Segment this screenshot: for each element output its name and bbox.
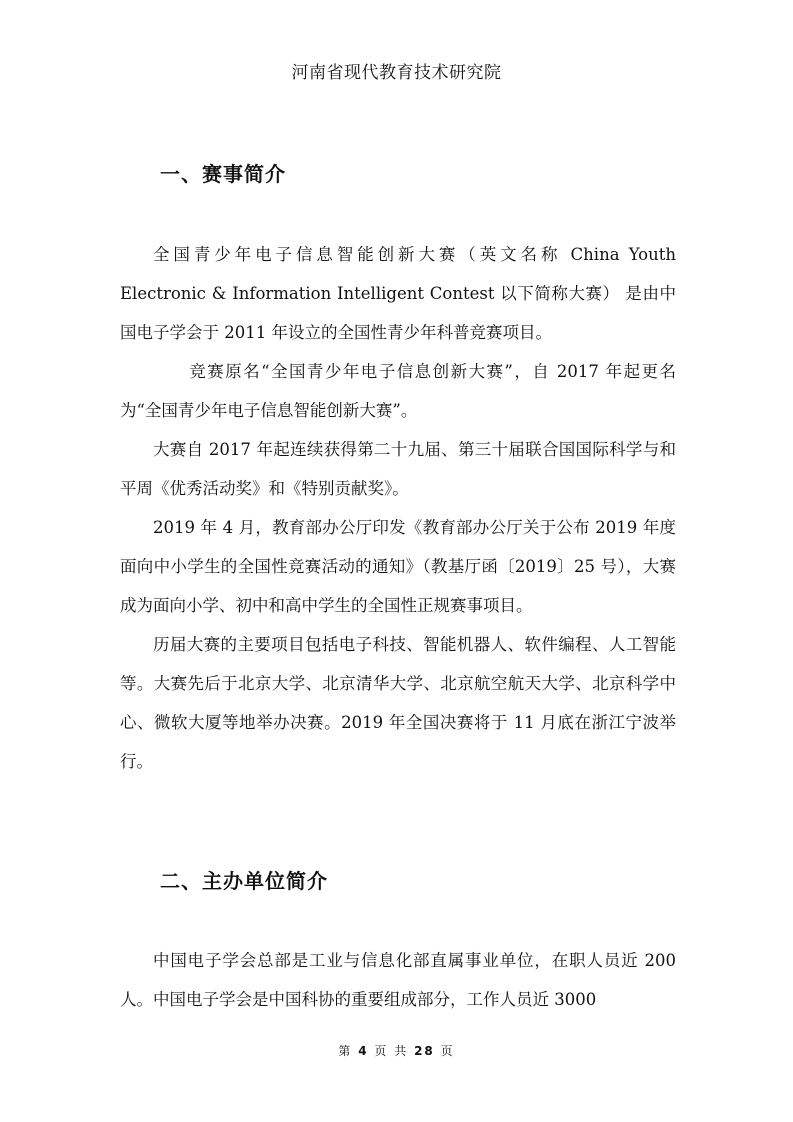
footer-middle: 页 共 — [374, 1044, 409, 1058]
paragraph: 全国青少年电子信息智能创新大赛（英文名称 China Youth Electronic & Information Intelligent Contest 以下简称大赛） 是由中国电子学会于 2011 年设立的全国性青少年科普竞赛项目。 — [120, 245, 676, 342]
section-title-organizer-intro: 二、主办单位简介 — [160, 869, 328, 893]
page-header: 河南省现代教育技术研究院 — [291, 63, 502, 83]
page-footer — [0, 1042, 793, 1059]
section-body-event-intro — [120, 235, 676, 781]
footer-total-pages: 28 — [414, 1044, 435, 1058]
section-body-organizer-intro — [120, 941, 676, 1019]
paragraph: 2019 年 4 月，教育部办公厅印发《教育部办公厅关于公布 2019 年度面向中小学生的全国性竞赛活动的通知》（教基厅函〔2019〕25 号），大赛成为面向小学、初中和高中学生的全国性正规赛事项目。 — [120, 518, 676, 615]
paragraph: 竞赛原名“全国青少年电子信息创新大赛”，自 2017 年起更名为“全国青少年电子信息智能创新大赛”。 — [120, 362, 676, 420]
section-title-event-intro: 一、赛事简介 — [160, 162, 286, 186]
paragraph: 大赛自 2017 年起连续获得第二十九届、第三十届联合国国际科学与和平周《优秀活动奖》和《特别贡献奖》。 — [120, 440, 676, 498]
footer-page-number: 4 — [358, 1044, 369, 1058]
footer-suffix: 页 — [440, 1044, 455, 1058]
paragraph: 中国电子学会总部是工业与信息化部直属事业单位，在职人员近 200 人。中国电子学会是中国科协的重要组成部分，工作人员近 3000 — [120, 951, 676, 1009]
footer-prefix: 第 — [338, 1044, 353, 1058]
paragraph: 历届大赛的主要项目包括电子科技、智能机器人、软件编程、人工智能等。大赛先后于北京大学、北京清华大学、北京航空航天大学、北京科学中心、微软大厦等地举办决赛。2019 年全国决赛将于 11 月底在浙江宁波举行。 — [120, 635, 676, 771]
